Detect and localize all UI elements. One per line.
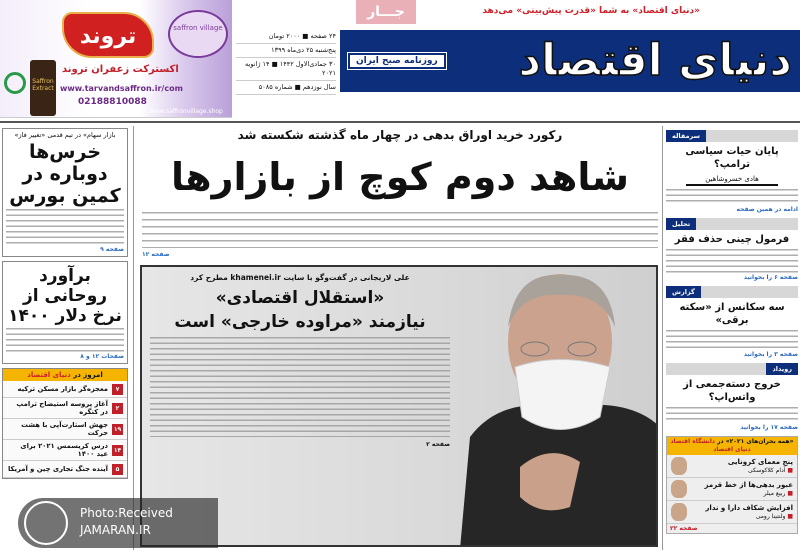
masthead-subtitle: روزنامه صبح ایران [348, 53, 446, 69]
page-ref[interactable]: صفحه ۳ را بخوانید [743, 351, 798, 358]
econ-university-box [666, 436, 798, 534]
section-report[interactable] [666, 286, 798, 359]
main-kicker: رکورد خرید اوراق بدهی در چهار ماه گذشته شکسته شد [237, 128, 563, 142]
author-photo [671, 480, 687, 498]
left-column [2, 128, 128, 479]
page-ref[interactable]: صفحات ۱۲ و ۸ [80, 353, 124, 360]
today-header [3, 369, 127, 381]
slogan: «دنیای اقتصاد» به شما «قدرت پیش‌بینی» می‌دهد [482, 6, 700, 16]
today-item[interactable] [3, 419, 127, 440]
main-body-text [142, 212, 658, 248]
section-title: خروج دسته‌جمعی از واتس‌اپ؟ [683, 379, 781, 403]
body-text-block [6, 209, 124, 245]
masthead-band [340, 30, 800, 92]
issue-date: پنج‌شنبه ۲۵ دی‌ماه ۱۳۹۹ [236, 44, 336, 58]
body-text-block [6, 328, 124, 352]
watermark-line2: JAMARAN.IR [80, 523, 151, 537]
item-title: عبور بدهی‌ها از خط قرمز [704, 480, 793, 489]
story-kicker: بازار سهام» در تیم قدمی «تغییر فاز» [14, 131, 116, 139]
item-title: پنج معمای کرونایی [727, 457, 793, 466]
right-column [666, 126, 798, 534]
feature-body-text [150, 337, 450, 437]
page-ref[interactable]: ادامه در همین صفحه [736, 206, 798, 213]
section-label: سرمقاله [666, 130, 706, 142]
page-number: ۲ [112, 403, 123, 414]
item-title: آغاز پروسه استیضاح ترامپ در کنگره [16, 400, 108, 416]
issue-price: ۲۴ صفحه ■ ۲۰۰۰ تومان [236, 30, 336, 44]
page-ref[interactable]: صفحه ۶ را بخوانید [743, 274, 798, 281]
page-number: ۱۹ [113, 425, 122, 433]
story-headline: خرس‌ها دوباره در کمین بورس [9, 141, 121, 207]
page-number: ۵ [112, 464, 123, 475]
section-label: گزارش [666, 286, 701, 298]
ad-brand-logo: تروند [62, 12, 154, 58]
newspaper-logo: دنیای اقتصاد [518, 35, 792, 86]
page-number: ۷ [112, 384, 123, 395]
item-title: افزایش شکاف دارا و ندار [705, 503, 793, 512]
section-label: رویداد [766, 363, 798, 375]
advertisement [0, 0, 232, 118]
section-title: سه سکانس از «سکته برقی» [679, 302, 785, 326]
section-title: فرمول چینی حذف فقر [674, 234, 790, 245]
econ-item[interactable] [667, 501, 797, 524]
author: هادی خسروشاهین [686, 174, 778, 186]
section-label: تحلیل [666, 218, 696, 230]
left-story-bears[interactable] [2, 128, 128, 257]
body-text-block [666, 407, 798, 423]
econ-item[interactable] [667, 455, 797, 478]
today-index [2, 368, 128, 479]
page-ref[interactable]: صفحه ۱۷ را بخوانید [740, 424, 798, 431]
body-text-block [666, 249, 798, 273]
econ-title: «همه بحران‌های ۲۰۲۱» در [717, 438, 794, 445]
item-author: ■ آدام کلاکوسکی [728, 467, 793, 475]
body-text-block [666, 189, 798, 205]
village-logo: saffron village [168, 10, 228, 58]
page-ref[interactable]: صفحه ۲ [426, 441, 450, 448]
portrait-photo [460, 267, 658, 547]
story-headline: برآورد روحانی از نرخ دلار ۱۴۰۰ [8, 266, 122, 326]
ad-tagline: اکسترکت زعفران تروند [62, 64, 179, 75]
section-title: پایان حیات سیاسی ترامپ؟ [685, 146, 779, 170]
today-title: امروز در [73, 371, 103, 379]
feature-text-block [150, 273, 450, 449]
feature-headline [150, 286, 450, 334]
econ-brand: دانشگاه اقتصاد دنیای اقتصاد [670, 438, 751, 453]
section-event[interactable] [666, 363, 798, 432]
feature-headline-line1: «استقلال اقتصادی» [215, 288, 385, 308]
feature-kicker: علی لاریجانی در گفت‌وگو با سایت khamenei.ir مطرح کرد [190, 273, 410, 282]
body-text-block [666, 330, 798, 350]
ad-phone: 02188810088 [78, 97, 147, 107]
section-editorial[interactable] [666, 130, 798, 214]
item-title: جهش استارت‌آپی با هشت حرکت [21, 421, 108, 437]
issue-number: سال نوزدهم ■ شماره ۵۰۸۵ [236, 81, 336, 95]
today-item[interactable] [3, 440, 127, 461]
item-title: درس کریسمس ۲۰۲۱ برای عید ۱۴۰۰ [20, 442, 108, 458]
item-title: آینده جنگ تجاری چین و آمریکا [7, 465, 108, 473]
author-photo [671, 457, 687, 475]
item-author: ■ ولنتینا رومی [705, 513, 793, 521]
main-headline[interactable]: شاهد دوم کوچ از بازارها [171, 155, 629, 199]
econ-header [667, 437, 797, 455]
ad-url: www.tarvandsaffron.ir/com [60, 84, 183, 93]
watermark-line1: Photo:Received [80, 506, 173, 520]
today-brand: دنیای اقتصاد [27, 371, 71, 379]
column-divider [662, 126, 663, 550]
village-url: www.saffronvillage.shop [150, 108, 223, 115]
saffron-bottle: Saffron Extract [30, 60, 56, 116]
certification-badge-icon [4, 72, 26, 94]
page-number: ۱۴ [113, 446, 122, 454]
feature-headline-line2: نیازمند «مراوده خارجی» است [174, 312, 426, 332]
page-ref[interactable]: صفحه ۹ [100, 246, 124, 253]
left-story-rouhani[interactable] [2, 261, 128, 364]
section-analysis[interactable] [666, 218, 798, 282]
author-photo [671, 503, 687, 521]
today-item[interactable] [3, 398, 127, 419]
today-item[interactable] [3, 461, 127, 478]
issue-info [236, 30, 336, 95]
jar-label: جـــار [356, 0, 416, 24]
divider [0, 121, 800, 123]
photo-watermark [18, 498, 218, 548]
item-title: معجزه‌گر بازار مسکن ترکیه [17, 385, 108, 393]
column-divider [133, 126, 134, 550]
page-ref[interactable]: صفحه ۲۲ [670, 525, 698, 532]
item-author: ■ ربیع میلر [705, 490, 794, 498]
page-ref[interactable]: صفحه ۱۲ [142, 251, 170, 258]
econ-item[interactable] [667, 478, 797, 501]
jamaran-logo-icon [24, 501, 68, 545]
issue-date-alt: ۳۰ جمادی‌الاول ۱۴۴۲ ■ ۱۴ ژانویه ۲۰۲۱ [236, 58, 336, 81]
today-item[interactable] [3, 381, 127, 398]
